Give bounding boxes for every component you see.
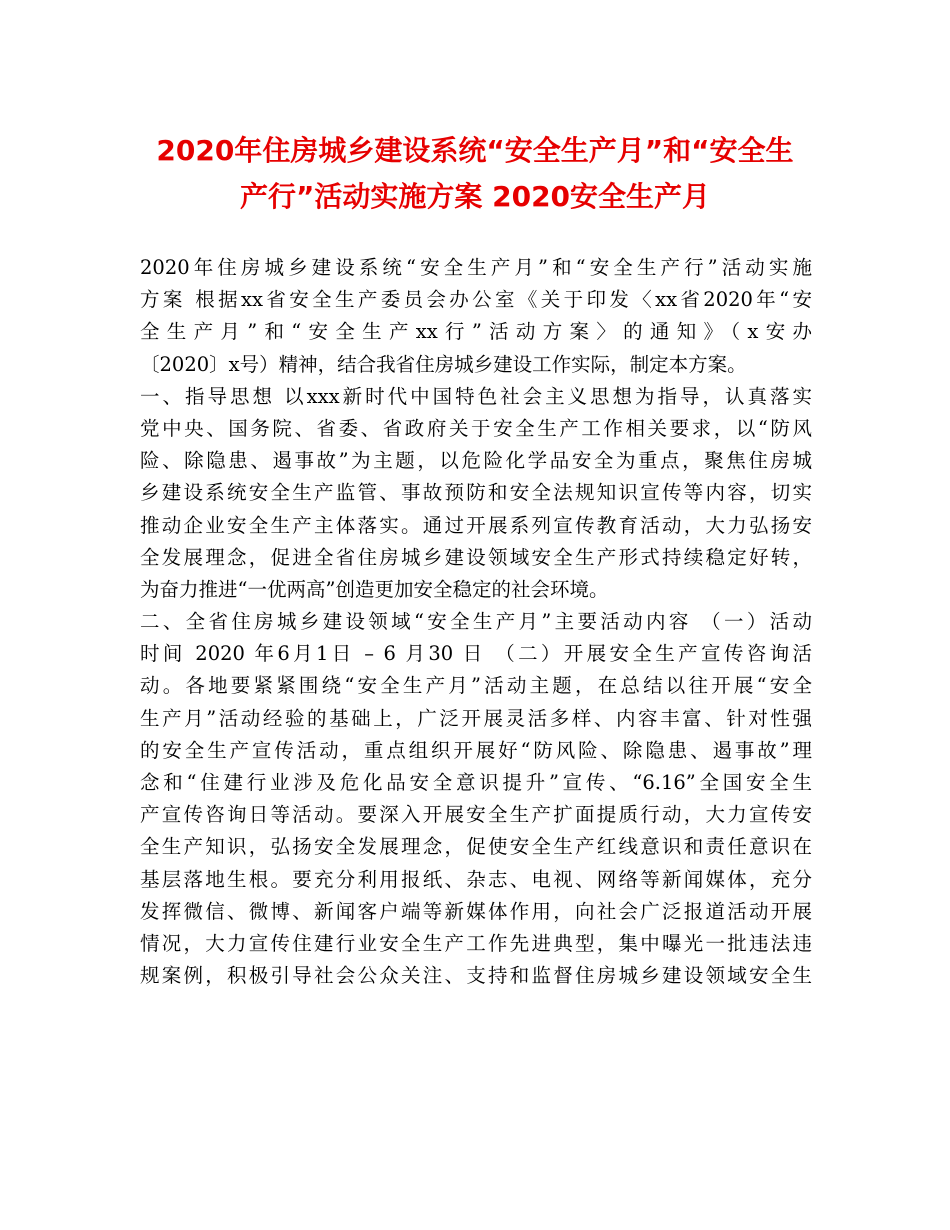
body-line: 时间 2020 年6月1日 – 6 月30 日 （二）开展安全生产宣传咨询活 (140, 642, 812, 666)
document-title (140, 128, 810, 220)
body-line: 全生产知识，弘扬安全发展理念，促使安全生产红线意识和责任意识在 (140, 835, 812, 859)
body-line: 的安全生产宣传活动，重点组织开展好“防风险、除隐患、遏事故”理 (140, 738, 812, 762)
body-line: 发挥微信、微博、新闻客户端等新媒体作用，向社会广泛报道活动开展 (140, 899, 812, 923)
body-line: 动。各地要紧紧围绕“安全生产月”活动主题，在总结以往开展“安全 (140, 674, 812, 698)
body-line: 念和“住建行业涉及危化品安全意识提升”宣传、“6.16”全国安全生 (140, 771, 812, 794)
body-line: 2020年住房城乡建设系统“安全生产月”和“安全生产行”活动实施 (140, 256, 812, 279)
body-line: 险、除隐患、遏事故”为主题，以危险化学品安全为重点，聚焦住房城 (140, 449, 812, 473)
title-line-1: 2020年住房城乡建设系统“安全生产月”和“安全生 (156, 134, 794, 167)
document-body (140, 252, 812, 992)
body-line: 全生产月”和“安全生产xx行”活动方案〉的通知》（x安办 (140, 320, 812, 344)
body-line: 规案例，积极引导社会公众关注、支持和监督住房城乡建设领域安全生 (140, 964, 812, 988)
body-line: 一、指导思想 以xxx新时代中国特色社会主义思想为指导，认真落实 (140, 384, 812, 408)
body-line: 全发展理念，促进全省住房城乡建设领域安全生产形式持续稳定好转， (140, 545, 812, 569)
body-line: 〔2020〕x号）精神，结合我省住房城乡建设工作实际，制定本方案。 (140, 352, 747, 376)
body-line: 方案 根据xx省安全生产委员会办公室《关于印发〈xx省2020年“安 (140, 288, 812, 312)
body-line: 党中央、国务院、省委、省政府关于安全生产工作相关要求，以“防风 (140, 416, 812, 440)
body-line: 乡建设系统安全生产监管、事故预防和安全法规知识宣传等内容，切实 (140, 481, 812, 505)
body-line: 情况，大力宣传住建行业安全生产工作先进典型，集中曝光一批违法违 (140, 931, 812, 955)
body-line: 基层落地生根。要充分利用报纸、杂志、电视、网络等新闻媒体，充分 (140, 867, 812, 891)
body-line: 产宣传咨询日等活动。要深入开展安全生产扩面提质行动，大力宣传安 (140, 803, 812, 827)
body-line: 推动企业安全生产主体落实。通过开展系列宣传教育活动，大力弘扬安 (140, 513, 812, 537)
body-line: 二、全省住房城乡建设领域“安全生产月”主要活动内容 （一）活动 (140, 610, 812, 634)
body-line: 生产月”活动经验的基础上，广泛开展灵活多样、内容丰富、针对性强 (140, 706, 812, 730)
title-line-2: 产行”活动实施方案 2020安全生产月 (239, 180, 711, 213)
body-line: 为奋力推进“一优两高”创造更加安全稳定的社会环境。 (140, 577, 609, 601)
